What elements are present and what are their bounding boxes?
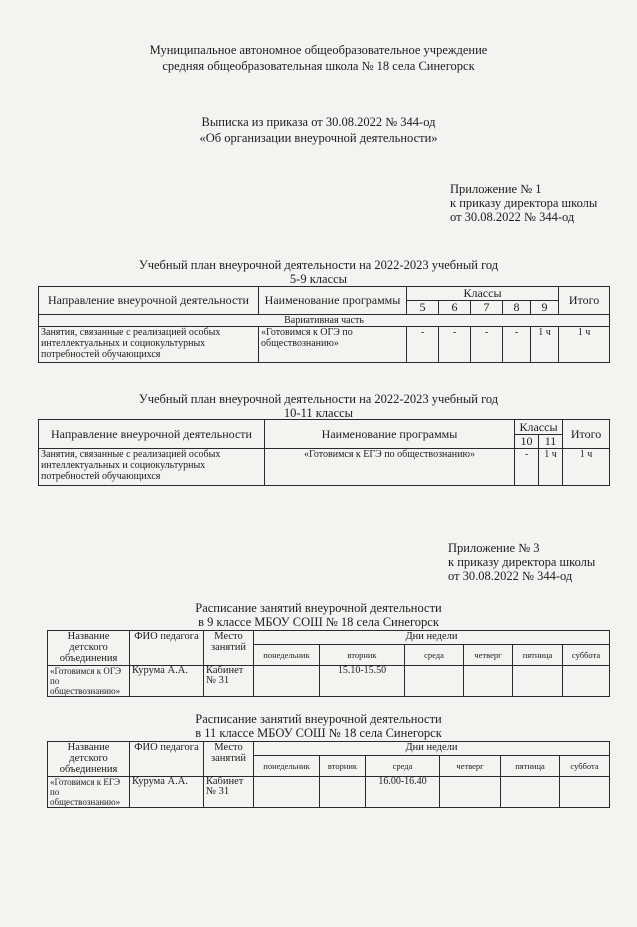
schedule9-row-time: 15.10-15.50 [320,666,405,697]
schedule9-day: четверг [464,645,513,666]
plan2-grade: 10 [515,435,539,449]
plan2-title: Учебный план внеурочной деятельности на 2022-2023 учебный год [138,392,499,406]
schedule11-day: четверг [440,756,501,777]
plan2-table [38,419,610,486]
plan2-row-value: 1 ч [539,449,563,486]
order-extract-line1: Выписка из приказа от 30.08.2022 № 344-од [201,115,436,129]
schedule11-day: пятница [501,756,560,777]
schedule11-row-time [440,777,501,808]
schedule11-table [47,741,610,808]
plan1-title-block [0,258,637,286]
schedule11-title-block [0,712,637,740]
plan1-row-value: 1 ч [531,327,559,363]
plan1-header-classes: Классы [407,287,559,301]
schedule9-day: суббота [563,645,610,666]
plan1-row-value: - [439,327,471,363]
schedule11-row-time: 16.00-16.40 [366,777,440,808]
schedule9-table [47,630,610,697]
plan2-grade: 11 [539,435,563,449]
schedule9-header-group: Название детского объединения [48,631,130,666]
schedule11-header-place: Место занятий [204,742,254,777]
plan2-header-total: Итого [563,420,610,449]
schedule11-row-teacher: Курума А.А. [130,777,204,808]
plan1-header-direction: Направление внеурочной деятельности [39,287,259,315]
appendix-3-line1: Приложение № 3 [448,541,540,555]
plan1-title: Учебный план внеурочной деятельности на 2022-2023 учебный год [138,258,499,272]
schedule11-row-time [501,777,560,808]
plan1-row-direction: Занятия, связанные с реализацией особых интеллектуальных и социокультурных потребностей обучающихся [39,327,259,363]
schedule11-row-time [560,777,610,808]
plan1-grade: 8 [503,301,531,315]
plan1-grade: 7 [471,301,503,315]
school-name-line1: Муниципальное автономное общеобразовательное учреждение [149,43,488,57]
plan2-title-block [0,392,637,420]
schedule11-row-time [254,777,320,808]
appendix-1-line1: Приложение № 1 [450,182,542,196]
schedule9-day: пятница [513,645,563,666]
schedule11-header-days: Дни недели [254,742,610,756]
plan1-row-value: - [407,327,439,363]
schedule9-row-time [405,666,464,697]
schedule11-row-time [320,777,366,808]
plan1-grade: 9 [531,301,559,315]
schedule9-header-place: Место занятий [204,631,254,666]
plan2-subtitle: 10-11 классы [283,406,354,420]
appendix-3-line2: к приказу директора школы [448,555,596,569]
schedule11-day: вторник [320,756,366,777]
schedule9-row-group: «Готовимся к ОГЭ по обществознанию» [48,666,130,697]
plan2-row-total: 1 ч [563,449,610,486]
schedule9-row-time [254,666,320,697]
schedule9-title: Расписание занятий внеурочной деятельности [195,601,442,615]
appendix-1-line3: от 30.08.2022 № 344-од [450,210,575,224]
schedule9-header-days: Дни недели [254,631,610,645]
schedule11-subtitle: в 11 классе МБОУ СОШ № 18 села Синегорск [195,726,442,740]
plan2-header-classes: Классы [515,420,563,435]
schedule11-header-group: Название детского объединения [48,742,130,777]
plan2-row-program: «Готовимся к ЕГЭ по обществознанию» [265,449,515,486]
schedule11-day: среда [366,756,440,777]
schedule9-title-block [0,601,637,629]
schedule9-subtitle: в 9 классе МБОУ СОШ № 18 села Синегорск [198,615,439,629]
schedule11-row-group: «Готовимся к ЕГЭ по обществознанию» [48,777,130,808]
plan1-header-program: Наименование программы [259,287,407,315]
order-extract-line2: «Об организации внеурочной деятельности» [199,131,438,145]
schedule9-row-teacher: Курума А.А. [130,666,204,697]
plan2-header-program: Наименование программы [265,420,515,449]
schedule9-day: понедельник [254,645,320,666]
plan1-row-value: - [471,327,503,363]
plan1-table [38,286,610,363]
appendix-3-note [448,541,595,583]
plan1-header-total: Итого [559,287,610,315]
plan2-row-value: - [515,449,539,486]
schedule11-header-teacher: ФИО педагога [130,742,204,777]
schedule9-day: вторник [320,645,405,666]
plan1-grade: 5 [407,301,439,315]
plan1-grade: 6 [439,301,471,315]
order-extract-title [0,114,637,146]
schedule9-row-time [464,666,513,697]
schedule11-day: понедельник [254,756,320,777]
appendix-3-line3: от 30.08.2022 № 344-од [448,569,573,583]
schedule11-title: Расписание занятий внеурочной деятельности [195,712,442,726]
schedule11-day: суббота [560,756,610,777]
schedule9-row-place: Кабинет № 31 [204,666,254,697]
plan1-row-program: «Готовимся к ОГЭ по обществознанию» [259,327,407,363]
plan2-header-direction: Направление внеурочной деятельности [39,420,265,449]
plan2-row-direction: Занятия, связанные с реализацией особых интеллектуальных и социокультурных потребностей обучающихся [39,449,265,486]
schedule9-day: среда [405,645,464,666]
schedule9-header-teacher: ФИО педагога [130,631,204,666]
schedule11-row-place: Кабинет № 31 [204,777,254,808]
plan1-row-value: - [503,327,531,363]
appendix-1-line2: к приказу директора школы [450,196,598,210]
appendix-1-note [450,182,597,224]
plan1-subtitle: 5-9 классы [289,272,348,286]
plan1-variative-row: Вариативная часть [39,315,610,327]
plan1-row-total: 1 ч [559,327,610,363]
schedule9-row-time [513,666,563,697]
school-header [0,42,637,74]
school-name-line2: средняя общеобразовательная школа № 18 села Синегорск [162,59,475,73]
schedule9-row-time [563,666,610,697]
